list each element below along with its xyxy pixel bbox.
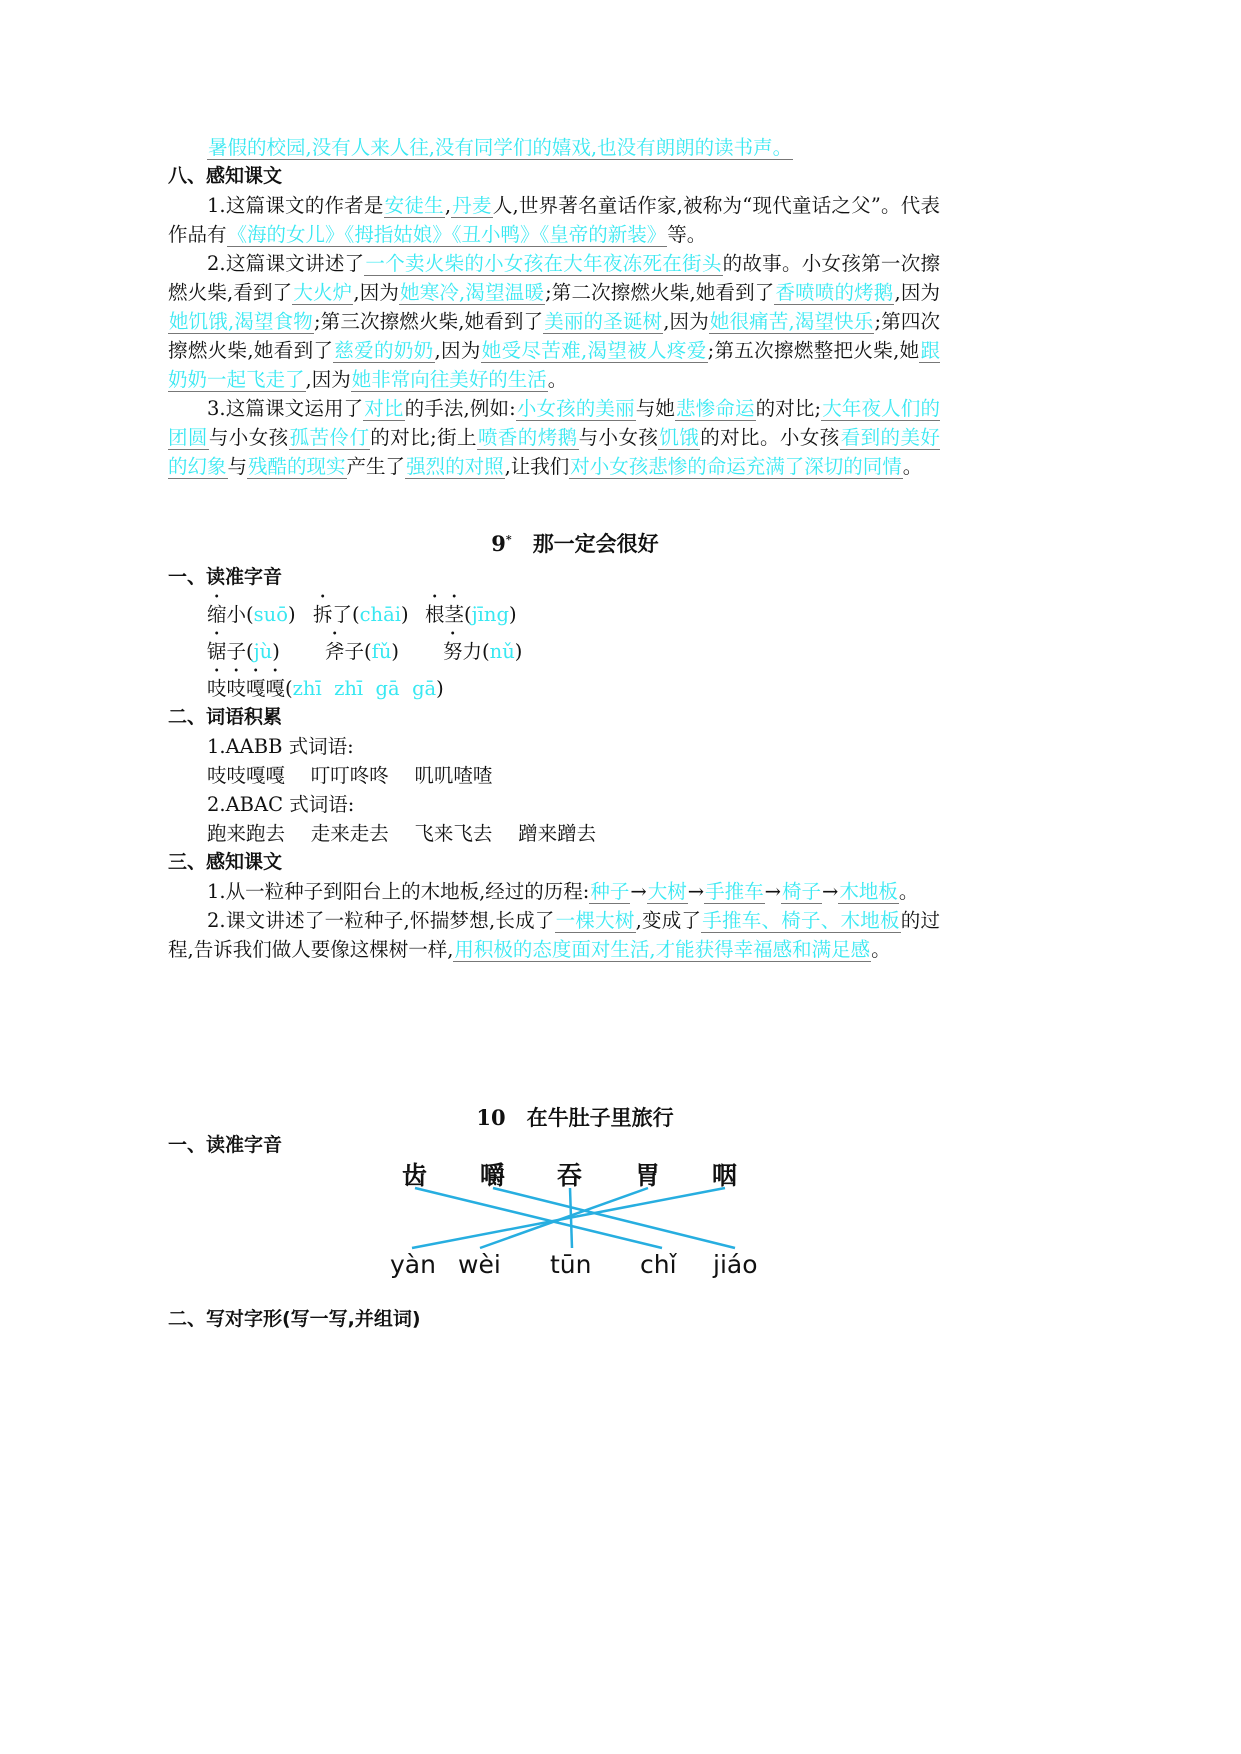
text: 与小女孩 xyxy=(208,426,289,449)
text: 2.这篇课文讲述了 xyxy=(207,252,365,275)
match-pinyin: chǐ xyxy=(640,1250,677,1279)
section-heading: 八、感知课文 xyxy=(168,165,283,187)
text: 产生了 xyxy=(346,455,406,478)
text: 的对比;街上 xyxy=(370,426,477,449)
text: ,因为 xyxy=(305,368,351,391)
answer-blank: 对小女孩悲惨的命运充满了深切的同情 xyxy=(570,455,902,478)
word-char: 根 xyxy=(425,603,445,626)
pronunciation-item: 锯子(jù) xyxy=(207,640,280,663)
answer-blank: 手推车 xyxy=(705,880,764,903)
text: ,因为 xyxy=(894,281,940,304)
answer-blank: 椅子 xyxy=(781,880,821,903)
pronunciation-item: 拆了(chāi) xyxy=(313,603,409,626)
answer-blank: 她饥饿,渴望食物 xyxy=(169,310,313,333)
label: 2.ABAC 式词语: xyxy=(207,793,355,816)
paragraph xyxy=(168,394,940,481)
word-char: 吱吱嘎嘎 xyxy=(207,677,286,700)
answer-blank: 她很痛苦,渴望快乐 xyxy=(709,310,874,333)
answer-blank: 美丽的圣诞树 xyxy=(544,310,663,333)
matching-exercise xyxy=(380,1150,780,1290)
word-char: 斧 xyxy=(325,640,345,663)
section-heading: 一、读准字音 xyxy=(168,566,283,588)
answer-blank: 香喷喷的烤鹅 xyxy=(775,281,894,304)
match-pinyin: jiáo xyxy=(713,1250,758,1279)
lesson-10-title: 10 在牛肚子里旅行 xyxy=(476,1105,674,1130)
match-character: 齿 xyxy=(402,1161,428,1190)
pronunciation-item: 斧子(fǔ) xyxy=(325,640,400,663)
text: ;第三次擦燃火柴,她看到了 xyxy=(313,310,544,333)
paragraph xyxy=(168,906,940,964)
text: 人,世界著名童话作家,被称为“现代童话之父”。代表作品有 xyxy=(168,194,940,246)
answer-blank: 丹麦 xyxy=(452,194,492,217)
answer-blank: 《海的女儿》《拇指姑娘》《丑小鸭》《皇帝的新装》 xyxy=(227,223,667,246)
text: , xyxy=(444,194,452,217)
match-character: 咽 xyxy=(712,1161,738,1190)
match-character: 胃 xyxy=(635,1161,661,1190)
text: → xyxy=(764,880,781,903)
match-line xyxy=(493,1188,735,1248)
pronunciation-item: 根茎(jīng) xyxy=(425,603,517,626)
section-8 xyxy=(168,162,940,481)
pinyin-answer: jù xyxy=(253,640,273,663)
pinyin-answer: jīng xyxy=(471,603,509,626)
word-list: 吱吱嘎嘎 叮叮咚咚 叽叽喳喳 xyxy=(207,764,493,787)
text: ,因为 xyxy=(353,281,400,304)
match-pinyin: tūn xyxy=(550,1250,592,1279)
match-pinyin: yàn xyxy=(390,1250,436,1279)
answer-blank: 木地板 xyxy=(839,880,898,903)
word-char: 锯 xyxy=(207,640,227,663)
text: 的对比; xyxy=(755,397,822,420)
answer-blank: 对比 xyxy=(364,397,404,420)
answer-blank: 看到的美好的幻象 xyxy=(168,426,940,478)
match-line xyxy=(412,1188,725,1248)
text: 1.从一粒种子到阳台上的木地板,经过的历程: xyxy=(207,880,590,903)
pinyin-answer: chāi xyxy=(359,603,401,626)
word-char: 力 xyxy=(462,640,483,663)
paragraph xyxy=(168,249,940,394)
section-heading: 一、读准字音 xyxy=(168,1134,283,1156)
word-char: 努 xyxy=(443,640,463,663)
match-character: 吞 xyxy=(557,1161,583,1190)
text: 。 xyxy=(898,880,919,903)
answer-blank: 慈爱的奶奶 xyxy=(334,339,434,362)
label: 1.AABB 式词语: xyxy=(207,735,354,758)
answer-blank: 一棵大树 xyxy=(555,909,635,932)
answer-blank: 种子 xyxy=(590,880,630,903)
text: ,因为 xyxy=(663,310,709,333)
lesson-9-body xyxy=(168,563,940,964)
paragraph xyxy=(168,191,940,249)
text: ,变成了 xyxy=(635,909,702,932)
answer-blank: 大年夜人们的团圆 xyxy=(168,397,940,449)
section-heading: 三、感知课文 xyxy=(168,851,283,873)
text: 与 xyxy=(227,455,248,478)
pronunciation-list xyxy=(168,592,940,703)
pinyin-answer: fǔ xyxy=(371,640,392,663)
text: 1.这篇课文的作者是 xyxy=(207,194,384,217)
match-character: 嚼 xyxy=(480,1161,506,1190)
answer-blank: 她非常向往美好的生活 xyxy=(351,368,547,391)
pronunciation-row xyxy=(207,592,940,629)
answer-blank: 孤苦伶仃 xyxy=(289,426,370,449)
answer-blank: 手推车、椅子、木地板 xyxy=(702,909,900,932)
text: ;第二次擦燃火柴,她看到了 xyxy=(545,281,775,304)
word-char: 小 xyxy=(226,603,247,626)
text: 。 xyxy=(871,938,891,961)
pronunciation-item: 缩小(suō) xyxy=(207,603,296,626)
text: 等。 xyxy=(667,223,707,246)
word-char: 子 xyxy=(226,640,247,663)
section-heading: 二、词语积累 xyxy=(168,706,283,728)
pinyin-answer: zhī zhī gā gā xyxy=(292,677,437,700)
pinyin-answer: nǔ xyxy=(489,640,515,663)
pronunciation-item: 吱吱嘎嘎(zhī zhī gā gā) xyxy=(207,677,444,700)
pronunciation-row xyxy=(207,629,940,666)
answer-blank: 安徒生 xyxy=(384,194,444,217)
answer-blank: 悲惨命运 xyxy=(676,397,755,420)
text: 。 xyxy=(902,455,923,478)
lesson-9-title: 9* 那一定会很好 xyxy=(491,531,659,556)
text: ,因为 xyxy=(434,339,481,362)
text: 与小女孩 xyxy=(578,426,659,449)
answer-blank: 大火炉 xyxy=(293,281,353,304)
text: ;第四次擦燃火柴,她看到了 xyxy=(168,310,941,362)
text: 3.这篇课文运用了 xyxy=(207,397,364,420)
answer-blank: 跟奶奶一起飞走了 xyxy=(168,339,940,391)
text: → xyxy=(630,880,647,903)
text: 与她 xyxy=(635,397,676,420)
match-pinyin: wèi xyxy=(458,1250,501,1279)
pronunciation-row xyxy=(207,666,940,703)
answer-blank: 用积极的态度面对生活,才能获得幸福感和满足感 xyxy=(454,938,871,961)
answer-blank: 大树 xyxy=(647,880,687,903)
text: 的故事。小女孩第一次擦燃火柴,看到了 xyxy=(168,252,940,304)
text: 。 xyxy=(547,368,568,391)
section-heading: 二、写对字形(写一写,并组词) xyxy=(168,1308,421,1330)
answer-blank: 残酷的现实 xyxy=(248,455,346,478)
word-char: 拆 xyxy=(313,603,333,626)
answer-blank: 暑假的校园,没有人来人往,没有同学们的嬉戏,也没有朗朗的读书声。 xyxy=(208,136,793,159)
answer-blank: 饥饿 xyxy=(659,426,700,449)
pinyin-answer: suō xyxy=(253,603,288,626)
answer-blank: 小女孩的美丽 xyxy=(516,397,635,420)
word-list: 跑来跑去 走来走去 飞来飞去 蹭来蹭去 xyxy=(207,822,597,845)
paragraph xyxy=(168,877,940,906)
text: → xyxy=(821,880,839,903)
top-answer-line xyxy=(168,133,940,162)
word-char: 茎 xyxy=(444,603,465,626)
answer-blank: 她受尽苦难,渴望被人疼爱 xyxy=(481,339,707,362)
answer-blank: 她寒冷,渴望温暖 xyxy=(400,281,545,304)
word-char: 了 xyxy=(332,603,353,626)
text: → xyxy=(687,880,705,903)
pronunciation-item: 努力(nǔ) xyxy=(443,640,523,663)
text: ;第五次擦燃整把火柴,她 xyxy=(707,339,920,362)
text: 的过程,告诉我们做人要像这棵树一样, xyxy=(168,909,940,961)
answer-blank: 一个卖火柴的小女孩在大年夜冻死在街头 xyxy=(365,252,722,275)
answer-blank: 强烈的对照 xyxy=(406,455,504,478)
word-char: 子 xyxy=(344,640,365,663)
text: ,让我们 xyxy=(504,455,570,478)
text: 的手法,例如: xyxy=(404,397,516,420)
answer-blank: 喷香的烤鹅 xyxy=(477,426,578,449)
text: 的对比。小女孩 xyxy=(700,426,840,449)
word-char: 缩 xyxy=(207,603,227,626)
text: 2.课文讲述了一粒种子,怀揣梦想,长成了 xyxy=(207,909,555,932)
